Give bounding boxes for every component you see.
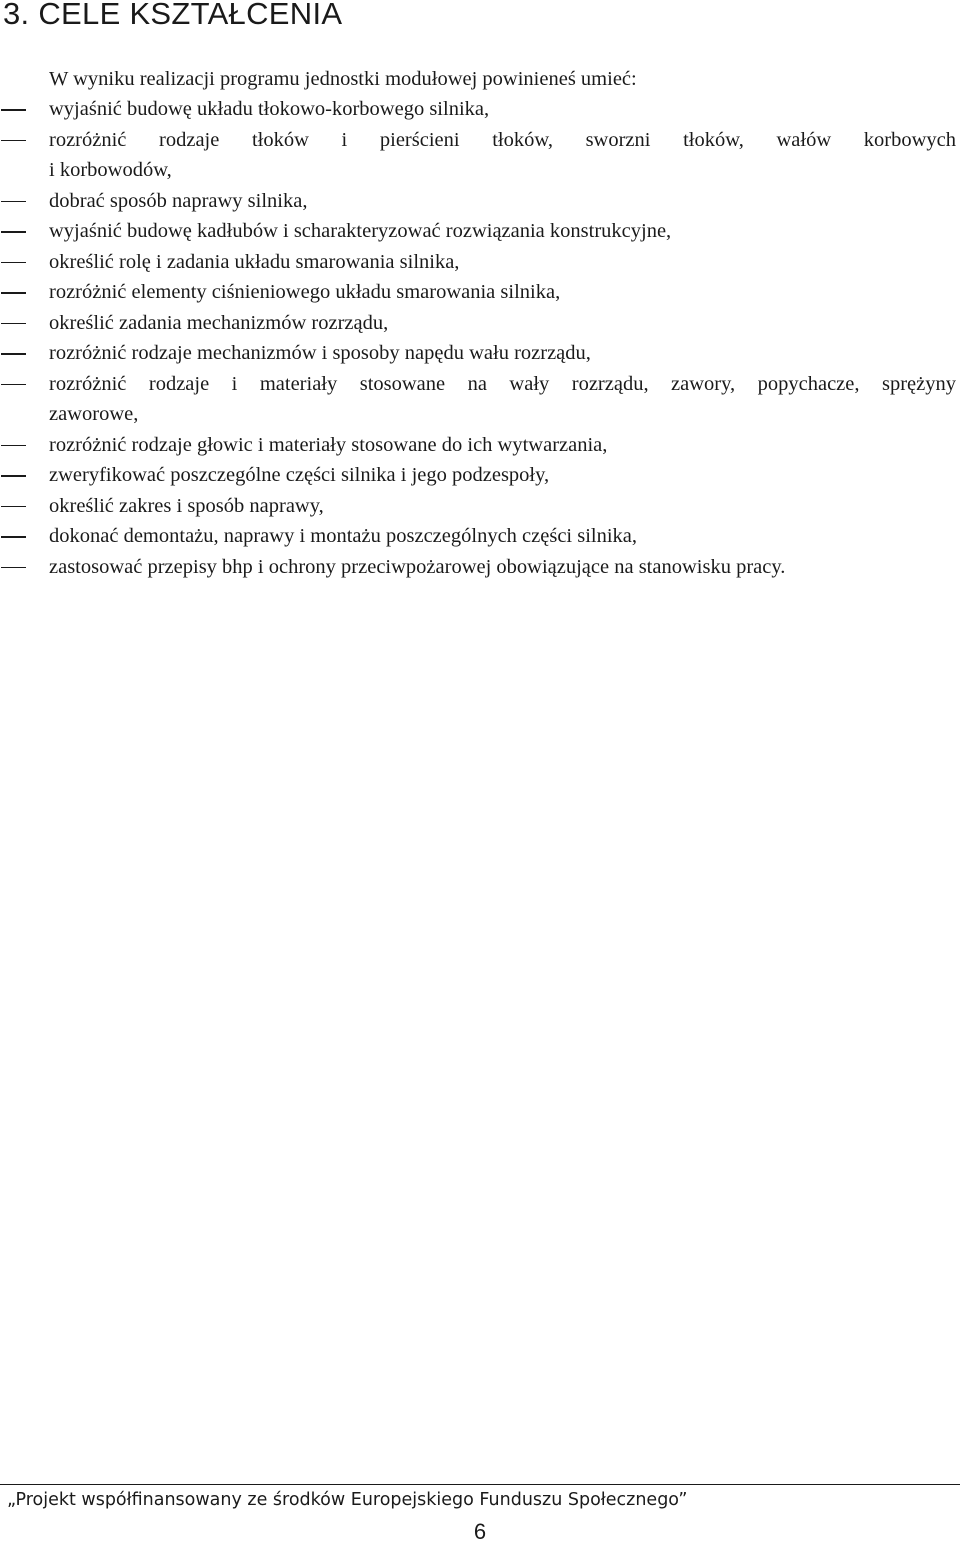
list-item-text: rozróżnić rodzaje i materiały stosowane na wały rozrządu, zawory, popychacze, sprężyny	[49, 372, 956, 395]
dash-bullet-icon	[1, 445, 26, 447]
dash-bullet-icon	[1, 262, 26, 264]
dash-bullet-icon	[1, 475, 26, 477]
list-item	[0, 277, 956, 308]
list-item	[0, 552, 956, 583]
list-item	[0, 247, 956, 278]
list-item	[0, 491, 956, 522]
dash-bullet-icon	[1, 384, 26, 386]
list-item-text-continuation: zaworowe,	[49, 403, 139, 425]
dash-bullet-icon	[1, 109, 26, 111]
list-item-text: rozróżnić rodzaje głowic i materiały stosowane do ich wytwarzania,	[49, 433, 608, 456]
intro-text: W wyniku realizacji programu jednostki modułowej powinieneś umieć:	[49, 68, 637, 90]
footer-funding-note: „Projekt współfinansowany ze środków Europejskiego Funduszu Społecznego”	[7, 1490, 688, 1510]
list-item	[0, 308, 956, 339]
section-heading: 3. CELE KSZTAŁCENIA	[3, 0, 343, 31]
list-item-text: zweryfikować poszczególne części silnika i jego podzespoły,	[49, 464, 550, 486]
list-item-text: rozróżnić elementy ciśnieniowego układu smarowania silnika,	[49, 281, 561, 303]
list-item	[0, 369, 956, 430]
list-item	[0, 338, 956, 369]
list-item-text: dokonać demontażu, naprawy i montażu poszczególnych części silnika,	[49, 525, 638, 547]
list-item	[0, 430, 956, 461]
list-item-text: zastosować przepisy bhp i ochrony przeciwpożarowej obowiązujące na stanowisku pracy.	[49, 555, 786, 578]
dash-bullet-icon	[1, 506, 26, 508]
list-item-text-continuation: i korbowodów,	[49, 159, 172, 181]
objectives-list	[0, 94, 956, 582]
dash-bullet-icon	[1, 353, 26, 355]
dash-bullet-icon	[1, 231, 26, 233]
dash-bullet-icon	[1, 292, 26, 294]
list-item	[0, 460, 956, 491]
list-item	[0, 125, 956, 186]
list-item-text: dobrać sposób naprawy silnika,	[49, 189, 308, 212]
list-item-text: określić rolę i zadania układu smarowania silnika,	[49, 250, 460, 273]
dash-bullet-icon	[1, 201, 26, 203]
list-item-text: wyjaśnić budowę kadłubów i scharakteryzować rozwiązania konstrukcyjne,	[49, 220, 672, 242]
footer-divider	[0, 1484, 960, 1485]
list-item	[0, 186, 956, 217]
list-item-text: rozróżnić rodzaje mechanizmów i sposoby napędu wału rozrządu,	[49, 342, 591, 364]
list-item-text: rozróżnić rodzaje tłoków i pierścieni tłoków, sworzni tłoków, wałów korbowych	[49, 128, 956, 151]
list-item	[0, 216, 956, 247]
list-item-text: określić zadania mechanizmów rozrządu,	[49, 311, 389, 334]
list-item-text: wyjaśnić budowę układu tłokowo-korbowego silnika,	[49, 98, 490, 120]
dash-bullet-icon	[1, 140, 26, 142]
dash-bullet-icon	[1, 567, 26, 569]
page-number: 6	[473, 1519, 487, 1544]
dash-bullet-icon	[1, 323, 26, 325]
list-item	[0, 521, 956, 552]
list-item-text: określić zakres i sposób naprawy,	[49, 494, 324, 517]
list-item	[0, 94, 956, 125]
dash-bullet-icon	[1, 536, 26, 538]
